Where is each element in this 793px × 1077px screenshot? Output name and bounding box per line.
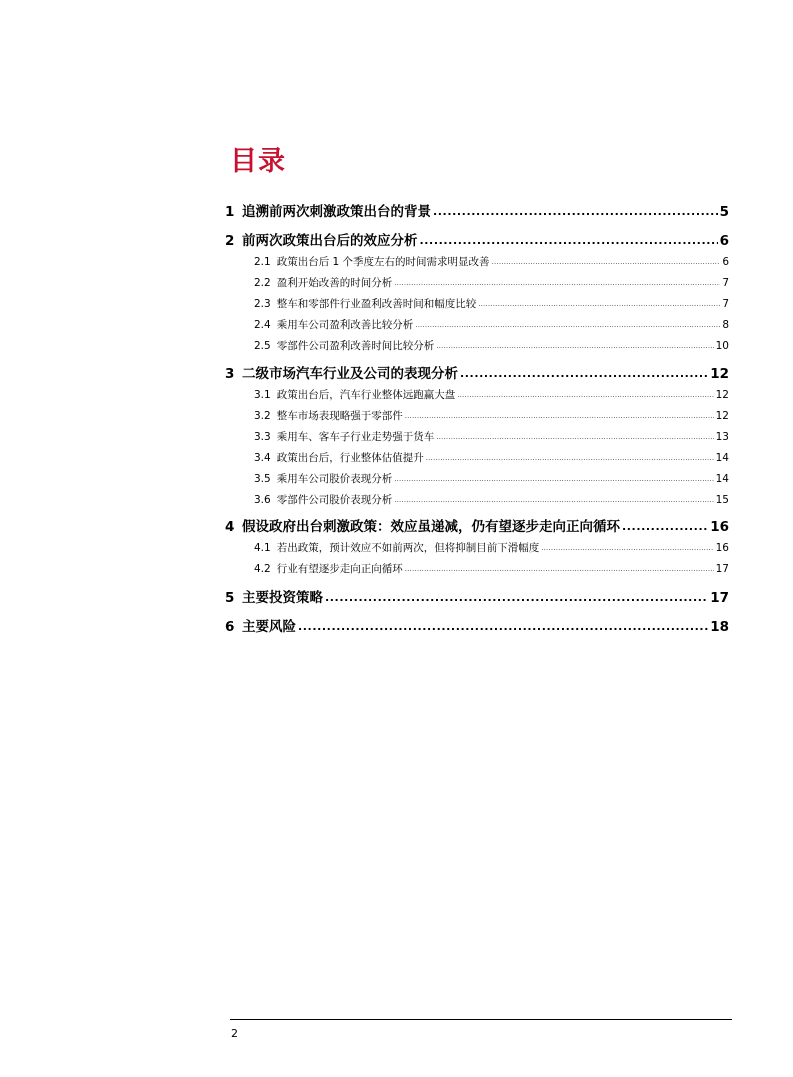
toc-entry-number: 2	[225, 233, 235, 249]
toc-entry-2-4[interactable]	[225, 318, 729, 333]
toc-entry-label: 假设政府出台刺激政策：效应虽递减，仍有望逐步走向正向循环	[242, 519, 620, 535]
toc-entry-label: 政策出台后，行业整体估值提升	[276, 452, 424, 464]
toc-dot-leader	[541, 541, 713, 556]
toc-entry-page: 7	[722, 277, 729, 289]
toc-entry-1[interactable]	[225, 203, 729, 221]
toc-entry-number: 3.3	[254, 431, 271, 443]
toc-dot-leader	[415, 318, 720, 333]
toc-entry-page: 16	[715, 542, 729, 554]
toc-entry-number: 4.1	[254, 542, 271, 554]
toc-dot-leader	[405, 409, 714, 424]
toc-entry-2-5[interactable]	[225, 339, 729, 354]
toc-entry-page: 7	[722, 298, 729, 310]
toc-entry-3-5[interactable]	[225, 472, 729, 487]
toc-entry-number: 2.2	[254, 277, 271, 289]
toc-entry-page: 5	[719, 204, 729, 220]
toc-dot-leader	[394, 472, 713, 487]
toc-entry-5[interactable]	[225, 589, 729, 607]
toc-entry-number: 6	[225, 619, 235, 635]
toc-entry-label: 二级市场汽车行业及公司的表现分析	[242, 366, 458, 382]
toc-entry-number: 4	[225, 519, 235, 535]
toc-entry-number: 2.4	[254, 319, 271, 331]
toc-entry-page: 12	[710, 366, 729, 382]
toc-entry-3-2[interactable]	[225, 409, 729, 424]
toc-dot-leader	[436, 430, 713, 445]
toc-entry-label: 政策出台后，汽车行业整体远跑赢大盘	[276, 389, 456, 401]
toc-dot-leader	[426, 451, 714, 466]
toc-dot-leader	[460, 365, 708, 383]
toc-entry-3-6[interactable]	[225, 493, 729, 508]
toc-entry-2-1[interactable]	[225, 255, 729, 270]
toc-entry-3-1[interactable]	[225, 388, 729, 403]
toc-entry-page: 17	[710, 590, 729, 606]
toc-entry-number: 2.3	[254, 298, 271, 310]
toc-entry-label: 乘用车、客车子行业走势强于货车	[276, 431, 435, 443]
toc-dot-leader	[420, 232, 718, 250]
toc-entry-label: 整车和零部件行业盈利改善时间和幅度比较	[276, 298, 477, 310]
toc-entry-number: 3.6	[254, 494, 271, 506]
toc-entry-page: 14	[715, 473, 729, 485]
toc-entry-number: 1	[225, 204, 235, 220]
toc-entry-label: 追溯前两次刺激政策出台的背景	[242, 204, 431, 220]
toc-dot-leader	[436, 339, 713, 354]
toc-dot-leader	[492, 255, 721, 270]
toc-entry-4-2[interactable]	[225, 562, 729, 577]
toc-dot-leader	[433, 203, 718, 221]
footer-divider	[230, 1019, 732, 1020]
toc-entry-number: 3.4	[254, 452, 271, 464]
toc-entry-number: 5	[225, 590, 235, 606]
toc-entry-number: 3.1	[254, 389, 271, 401]
toc-entry-3-3[interactable]	[225, 430, 729, 445]
toc-entry-number: 4.2	[254, 563, 271, 575]
toc-entry-page: 6	[722, 256, 729, 268]
toc-entry-number: 2.1	[254, 256, 271, 268]
toc-entry-2-3[interactable]	[225, 297, 729, 312]
toc-entry-4-1[interactable]	[225, 541, 729, 556]
toc-dot-leader	[394, 276, 720, 291]
toc-entry-3[interactable]	[225, 365, 729, 383]
toc-dot-leader	[325, 589, 708, 607]
toc-entry-label: 零部件公司股价表现分析	[276, 494, 393, 506]
toc-entry-2-2[interactable]	[225, 276, 729, 291]
toc-entry-page: 16	[710, 519, 729, 535]
toc-entry-number: 2.5	[254, 340, 271, 352]
toc-entry-label: 行业有望逐步走向正向循环	[276, 563, 403, 575]
toc-entry-page: 18	[710, 619, 729, 635]
toc-dot-leader	[394, 493, 713, 508]
toc-entry-4[interactable]	[225, 518, 729, 536]
toc-entry-label: 乘用车公司盈利改善比较分析	[276, 319, 414, 331]
toc-entry-3-4[interactable]	[225, 451, 729, 466]
toc-entry-label: 若出政策，预计效应不如前两次，但将抑制目前下滑幅度	[276, 542, 540, 554]
toc-entry-page: 14	[715, 452, 729, 464]
toc-entry-page: 12	[715, 389, 729, 401]
page-number: 2	[231, 1027, 238, 1040]
toc-entry-page: 12	[715, 410, 729, 422]
toc-entry-label: 主要风险	[242, 619, 296, 635]
toc-entry-label: 零部件公司盈利改善时间比较分析	[276, 340, 435, 352]
page-title: 目录	[230, 146, 286, 177]
toc-entry-label: 乘用车公司股价表现分析	[276, 473, 393, 485]
toc-dot-leader	[622, 518, 708, 536]
toc-entry-number: 3	[225, 366, 235, 382]
toc-entry-page: 17	[715, 563, 729, 575]
toc-entry-page: 15	[715, 494, 729, 506]
toc-dot-leader	[457, 388, 713, 403]
toc-entry-6[interactable]	[225, 618, 729, 636]
toc-entry-label: 整车市场表现略强于零部件	[276, 410, 403, 422]
toc-entry-2[interactable]	[225, 232, 729, 250]
toc-entry-label: 盈利开始改善的时间分析	[276, 277, 393, 289]
toc-entry-page: 8	[722, 319, 729, 331]
toc-entry-page: 10	[715, 340, 729, 352]
toc-entry-number: 3.5	[254, 473, 271, 485]
toc-entry-label: 主要投资策略	[242, 590, 323, 606]
toc-entry-label: 前两次政策出台后的效应分析	[242, 233, 418, 249]
toc-entry-page: 6	[719, 233, 729, 249]
toc-dot-leader	[478, 297, 720, 312]
toc-entry-label: 政策出台后 1 个季度左右的时间需求明显改善	[276, 256, 490, 268]
toc-dot-leader	[298, 618, 708, 636]
toc-entry-number: 3.2	[254, 410, 271, 422]
toc-entry-page: 13	[715, 431, 729, 443]
toc-dot-leader	[405, 562, 714, 577]
